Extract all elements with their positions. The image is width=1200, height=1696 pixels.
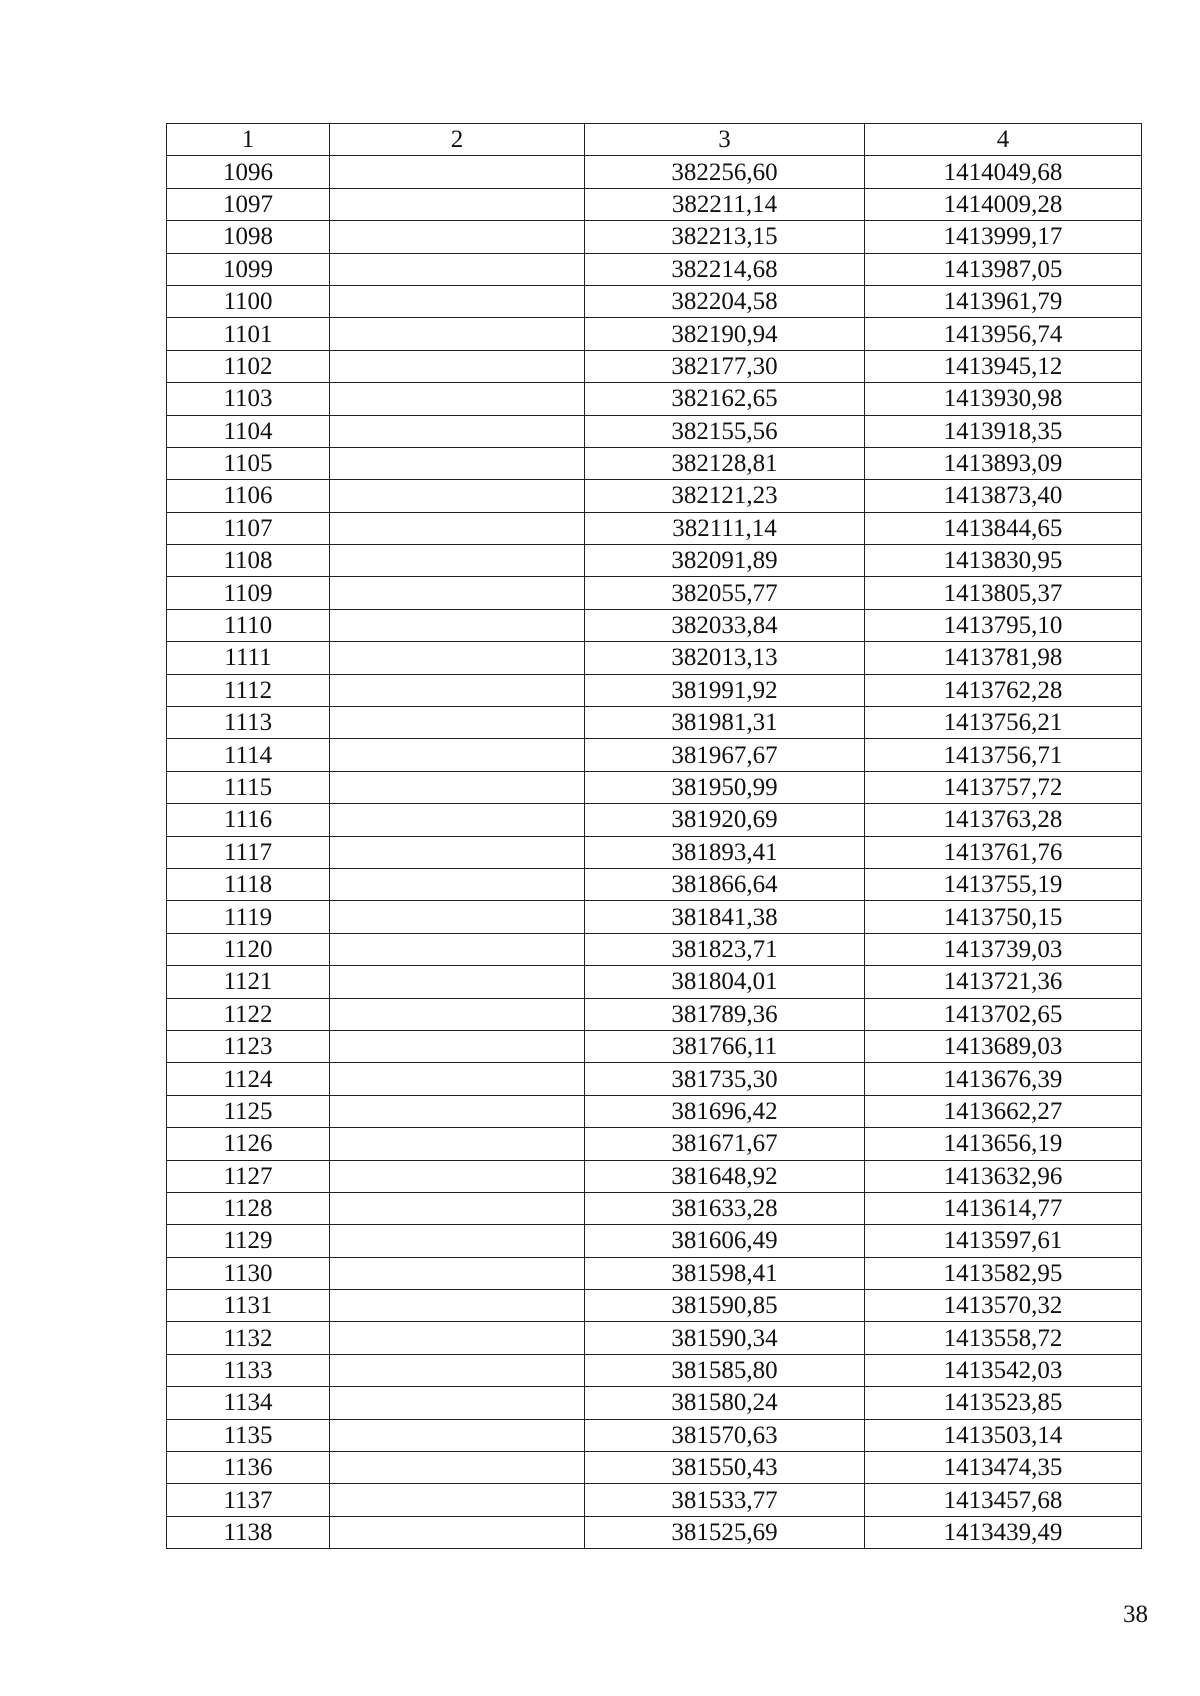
description-cell bbox=[330, 966, 585, 998]
x-coordinate-cell: 382013,13 bbox=[585, 642, 865, 674]
x-coordinate-cell: 381590,34 bbox=[585, 1322, 865, 1354]
table-body bbox=[167, 156, 1142, 1549]
description-cell bbox=[330, 1192, 585, 1224]
x-coordinate-cell: 381648,92 bbox=[585, 1160, 865, 1192]
x-coordinate-cell: 382214,68 bbox=[585, 253, 865, 285]
y-coordinate-cell: 1413689,03 bbox=[865, 1030, 1142, 1062]
point-number-cell: 1117 bbox=[167, 836, 330, 868]
x-coordinate-cell: 382155,56 bbox=[585, 415, 865, 447]
point-number-cell: 1135 bbox=[167, 1419, 330, 1451]
description-cell bbox=[330, 318, 585, 350]
point-number-cell: 1114 bbox=[167, 739, 330, 771]
x-coordinate-cell: 382162,65 bbox=[585, 383, 865, 415]
y-coordinate-cell: 1413844,65 bbox=[865, 512, 1142, 544]
point-number-cell: 1122 bbox=[167, 998, 330, 1030]
point-number-cell: 1098 bbox=[167, 221, 330, 253]
point-number-cell: 1115 bbox=[167, 771, 330, 803]
table-row bbox=[167, 318, 1142, 350]
table-row bbox=[167, 933, 1142, 965]
table-row bbox=[167, 447, 1142, 479]
table-row bbox=[167, 1322, 1142, 1354]
table-row bbox=[167, 480, 1142, 512]
y-coordinate-cell: 1413945,12 bbox=[865, 350, 1142, 382]
point-number-cell: 1125 bbox=[167, 1095, 330, 1127]
y-coordinate-cell: 1413614,77 bbox=[865, 1192, 1142, 1224]
description-cell bbox=[330, 1484, 585, 1516]
table-row bbox=[167, 642, 1142, 674]
x-coordinate-cell: 381841,38 bbox=[585, 901, 865, 933]
table-row bbox=[167, 836, 1142, 868]
description-cell bbox=[330, 415, 585, 447]
x-coordinate-cell: 381590,85 bbox=[585, 1290, 865, 1322]
description-cell bbox=[330, 707, 585, 739]
x-coordinate-cell: 382111,14 bbox=[585, 512, 865, 544]
y-coordinate-cell: 1413762,28 bbox=[865, 674, 1142, 706]
description-cell bbox=[330, 1516, 585, 1548]
description-cell bbox=[330, 1419, 585, 1451]
x-coordinate-cell: 382190,94 bbox=[585, 318, 865, 350]
x-coordinate-cell: 381606,49 bbox=[585, 1225, 865, 1257]
table-row bbox=[167, 285, 1142, 317]
table-row bbox=[167, 577, 1142, 609]
y-coordinate-cell: 1414009,28 bbox=[865, 188, 1142, 220]
table-row bbox=[167, 188, 1142, 220]
page-number: 38 bbox=[1123, 1601, 1148, 1628]
x-coordinate-cell: 381823,71 bbox=[585, 933, 865, 965]
y-coordinate-cell: 1413523,85 bbox=[865, 1387, 1142, 1419]
x-coordinate-cell: 382091,89 bbox=[585, 545, 865, 577]
x-coordinate-cell: 382213,15 bbox=[585, 221, 865, 253]
y-coordinate-cell: 1413830,95 bbox=[865, 545, 1142, 577]
table-row bbox=[167, 1160, 1142, 1192]
description-cell bbox=[330, 804, 585, 836]
point-number-cell: 1100 bbox=[167, 285, 330, 317]
description-cell bbox=[330, 771, 585, 803]
point-number-cell: 1105 bbox=[167, 447, 330, 479]
x-coordinate-cell: 382121,23 bbox=[585, 480, 865, 512]
table-row bbox=[167, 415, 1142, 447]
description-cell bbox=[330, 285, 585, 317]
x-coordinate-cell: 381598,41 bbox=[585, 1257, 865, 1289]
y-coordinate-cell: 1413597,61 bbox=[865, 1225, 1142, 1257]
point-number-cell: 1109 bbox=[167, 577, 330, 609]
description-cell bbox=[330, 253, 585, 285]
y-coordinate-cell: 1413763,28 bbox=[865, 804, 1142, 836]
point-number-cell: 1129 bbox=[167, 1225, 330, 1257]
x-coordinate-cell: 381533,77 bbox=[585, 1484, 865, 1516]
table-row bbox=[167, 868, 1142, 900]
point-number-cell: 1121 bbox=[167, 966, 330, 998]
description-cell bbox=[330, 1225, 585, 1257]
y-coordinate-cell: 1413474,35 bbox=[865, 1452, 1142, 1484]
column-header-1: 1 bbox=[167, 124, 330, 156]
point-number-cell: 1134 bbox=[167, 1387, 330, 1419]
y-coordinate-cell: 1413750,15 bbox=[865, 901, 1142, 933]
point-number-cell: 1107 bbox=[167, 512, 330, 544]
table-row bbox=[167, 1516, 1142, 1548]
table-row bbox=[167, 1095, 1142, 1127]
description-cell bbox=[330, 1354, 585, 1386]
table-row bbox=[167, 771, 1142, 803]
y-coordinate-cell: 1413721,36 bbox=[865, 966, 1142, 998]
y-coordinate-cell: 1413761,76 bbox=[865, 836, 1142, 868]
point-number-cell: 1101 bbox=[167, 318, 330, 350]
point-number-cell: 1120 bbox=[167, 933, 330, 965]
table-row bbox=[167, 545, 1142, 577]
table-row bbox=[167, 350, 1142, 382]
table-row bbox=[167, 1128, 1142, 1160]
description-cell bbox=[330, 188, 585, 220]
table-row bbox=[167, 1192, 1142, 1224]
x-coordinate-cell: 381866,64 bbox=[585, 868, 865, 900]
point-number-cell: 1133 bbox=[167, 1354, 330, 1386]
column-header-2: 2 bbox=[330, 124, 585, 156]
y-coordinate-cell: 1413439,49 bbox=[865, 1516, 1142, 1548]
point-number-cell: 1118 bbox=[167, 868, 330, 900]
description-cell bbox=[330, 383, 585, 415]
y-coordinate-cell: 1413961,79 bbox=[865, 285, 1142, 317]
point-number-cell: 1102 bbox=[167, 350, 330, 382]
y-coordinate-cell: 1413739,03 bbox=[865, 933, 1142, 965]
table-row bbox=[167, 1030, 1142, 1062]
description-cell bbox=[330, 901, 585, 933]
table-row bbox=[167, 1484, 1142, 1516]
table-row bbox=[167, 966, 1142, 998]
column-header-4: 4 bbox=[865, 124, 1142, 156]
x-coordinate-cell: 381570,63 bbox=[585, 1419, 865, 1451]
y-coordinate-cell: 1413755,19 bbox=[865, 868, 1142, 900]
description-cell bbox=[330, 933, 585, 965]
x-coordinate-cell: 381991,92 bbox=[585, 674, 865, 706]
x-coordinate-cell: 381671,67 bbox=[585, 1128, 865, 1160]
y-coordinate-cell: 1413582,95 bbox=[865, 1257, 1142, 1289]
table-row bbox=[167, 156, 1142, 188]
x-coordinate-cell: 381696,42 bbox=[585, 1095, 865, 1127]
y-coordinate-cell: 1413930,98 bbox=[865, 383, 1142, 415]
point-number-cell: 1097 bbox=[167, 188, 330, 220]
x-coordinate-cell: 382055,77 bbox=[585, 577, 865, 609]
y-coordinate-cell: 1413795,10 bbox=[865, 609, 1142, 641]
description-cell bbox=[330, 512, 585, 544]
description-cell bbox=[330, 1128, 585, 1160]
table-row bbox=[167, 998, 1142, 1030]
y-coordinate-cell: 1413987,05 bbox=[865, 253, 1142, 285]
description-cell bbox=[330, 480, 585, 512]
description-cell bbox=[330, 221, 585, 253]
point-number-cell: 1112 bbox=[167, 674, 330, 706]
x-coordinate-cell: 382033,84 bbox=[585, 609, 865, 641]
description-cell bbox=[330, 868, 585, 900]
description-cell bbox=[330, 1387, 585, 1419]
x-coordinate-cell: 381981,31 bbox=[585, 707, 865, 739]
x-coordinate-cell: 382128,81 bbox=[585, 447, 865, 479]
column-header-3: 3 bbox=[585, 124, 865, 156]
y-coordinate-cell: 1413756,71 bbox=[865, 739, 1142, 771]
table-row bbox=[167, 221, 1142, 253]
description-cell bbox=[330, 998, 585, 1030]
description-cell bbox=[330, 674, 585, 706]
y-coordinate-cell: 1414049,68 bbox=[865, 156, 1142, 188]
x-coordinate-cell: 382177,30 bbox=[585, 350, 865, 382]
y-coordinate-cell: 1413558,72 bbox=[865, 1322, 1142, 1354]
description-cell bbox=[330, 1063, 585, 1095]
x-coordinate-cell: 381633,28 bbox=[585, 1192, 865, 1224]
y-coordinate-cell: 1413893,09 bbox=[865, 447, 1142, 479]
description-cell bbox=[330, 1030, 585, 1062]
table-row bbox=[167, 1290, 1142, 1322]
y-coordinate-cell: 1413503,14 bbox=[865, 1419, 1142, 1451]
x-coordinate-cell: 381950,99 bbox=[585, 771, 865, 803]
y-coordinate-cell: 1413805,37 bbox=[865, 577, 1142, 609]
x-coordinate-cell: 381789,36 bbox=[585, 998, 865, 1030]
point-number-cell: 1124 bbox=[167, 1063, 330, 1095]
x-coordinate-cell: 381893,41 bbox=[585, 836, 865, 868]
y-coordinate-cell: 1413702,65 bbox=[865, 998, 1142, 1030]
y-coordinate-cell: 1413956,74 bbox=[865, 318, 1142, 350]
description-cell bbox=[330, 1095, 585, 1127]
description-cell bbox=[330, 836, 585, 868]
description-cell bbox=[330, 447, 585, 479]
table-row bbox=[167, 1387, 1142, 1419]
point-number-cell: 1096 bbox=[167, 156, 330, 188]
description-cell bbox=[330, 1290, 585, 1322]
x-coordinate-cell: 382204,58 bbox=[585, 285, 865, 317]
table-row bbox=[167, 609, 1142, 641]
table-row bbox=[167, 804, 1142, 836]
description-cell bbox=[330, 545, 585, 577]
point-number-cell: 1110 bbox=[167, 609, 330, 641]
table-row bbox=[167, 1354, 1142, 1386]
y-coordinate-cell: 1413873,40 bbox=[865, 480, 1142, 512]
point-number-cell: 1126 bbox=[167, 1128, 330, 1160]
point-number-cell: 1131 bbox=[167, 1290, 330, 1322]
description-cell bbox=[330, 1452, 585, 1484]
table-row bbox=[167, 1419, 1142, 1451]
y-coordinate-cell: 1413457,68 bbox=[865, 1484, 1142, 1516]
description-cell bbox=[330, 739, 585, 771]
point-number-cell: 1099 bbox=[167, 253, 330, 285]
point-number-cell: 1108 bbox=[167, 545, 330, 577]
table-header-row bbox=[167, 124, 1142, 156]
description-cell bbox=[330, 642, 585, 674]
point-number-cell: 1130 bbox=[167, 1257, 330, 1289]
x-coordinate-cell: 381550,43 bbox=[585, 1452, 865, 1484]
table-row bbox=[167, 1452, 1142, 1484]
y-coordinate-cell: 1413656,19 bbox=[865, 1128, 1142, 1160]
x-coordinate-cell: 381804,01 bbox=[585, 966, 865, 998]
point-number-cell: 1136 bbox=[167, 1452, 330, 1484]
y-coordinate-cell: 1413918,35 bbox=[865, 415, 1142, 447]
y-coordinate-cell: 1413781,98 bbox=[865, 642, 1142, 674]
description-cell bbox=[330, 1160, 585, 1192]
table-row bbox=[167, 1225, 1142, 1257]
table-row bbox=[167, 739, 1142, 771]
description-cell bbox=[330, 1322, 585, 1354]
table-row bbox=[167, 512, 1142, 544]
description-cell bbox=[330, 609, 585, 641]
x-coordinate-cell: 381920,69 bbox=[585, 804, 865, 836]
x-coordinate-cell: 381585,80 bbox=[585, 1354, 865, 1386]
point-number-cell: 1119 bbox=[167, 901, 330, 933]
point-number-cell: 1103 bbox=[167, 383, 330, 415]
y-coordinate-cell: 1413756,21 bbox=[865, 707, 1142, 739]
description-cell bbox=[330, 350, 585, 382]
x-coordinate-cell: 381766,11 bbox=[585, 1030, 865, 1062]
x-coordinate-cell: 381735,30 bbox=[585, 1063, 865, 1095]
table-row bbox=[167, 674, 1142, 706]
point-number-cell: 1132 bbox=[167, 1322, 330, 1354]
description-cell bbox=[330, 577, 585, 609]
table-row bbox=[167, 383, 1142, 415]
point-number-cell: 1128 bbox=[167, 1192, 330, 1224]
y-coordinate-cell: 1413542,03 bbox=[865, 1354, 1142, 1386]
point-number-cell: 1113 bbox=[167, 707, 330, 739]
y-coordinate-cell: 1413999,17 bbox=[865, 221, 1142, 253]
table-row bbox=[167, 707, 1142, 739]
y-coordinate-cell: 1413757,72 bbox=[865, 771, 1142, 803]
x-coordinate-cell: 382256,60 bbox=[585, 156, 865, 188]
point-number-cell: 1104 bbox=[167, 415, 330, 447]
x-coordinate-cell: 381580,24 bbox=[585, 1387, 865, 1419]
table-row bbox=[167, 253, 1142, 285]
y-coordinate-cell: 1413662,27 bbox=[865, 1095, 1142, 1127]
x-coordinate-cell: 381525,69 bbox=[585, 1516, 865, 1548]
coordinates-table bbox=[166, 123, 1142, 1549]
x-coordinate-cell: 382211,14 bbox=[585, 188, 865, 220]
point-number-cell: 1127 bbox=[167, 1160, 330, 1192]
description-cell bbox=[330, 156, 585, 188]
point-number-cell: 1106 bbox=[167, 480, 330, 512]
point-number-cell: 1123 bbox=[167, 1030, 330, 1062]
table-row bbox=[167, 901, 1142, 933]
x-coordinate-cell: 381967,67 bbox=[585, 739, 865, 771]
point-number-cell: 1111 bbox=[167, 642, 330, 674]
point-number-cell: 1137 bbox=[167, 1484, 330, 1516]
table-row bbox=[167, 1257, 1142, 1289]
y-coordinate-cell: 1413676,39 bbox=[865, 1063, 1142, 1095]
point-number-cell: 1138 bbox=[167, 1516, 330, 1548]
table-row bbox=[167, 1063, 1142, 1095]
y-coordinate-cell: 1413632,96 bbox=[865, 1160, 1142, 1192]
point-number-cell: 1116 bbox=[167, 804, 330, 836]
y-coordinate-cell: 1413570,32 bbox=[865, 1290, 1142, 1322]
description-cell bbox=[330, 1257, 585, 1289]
